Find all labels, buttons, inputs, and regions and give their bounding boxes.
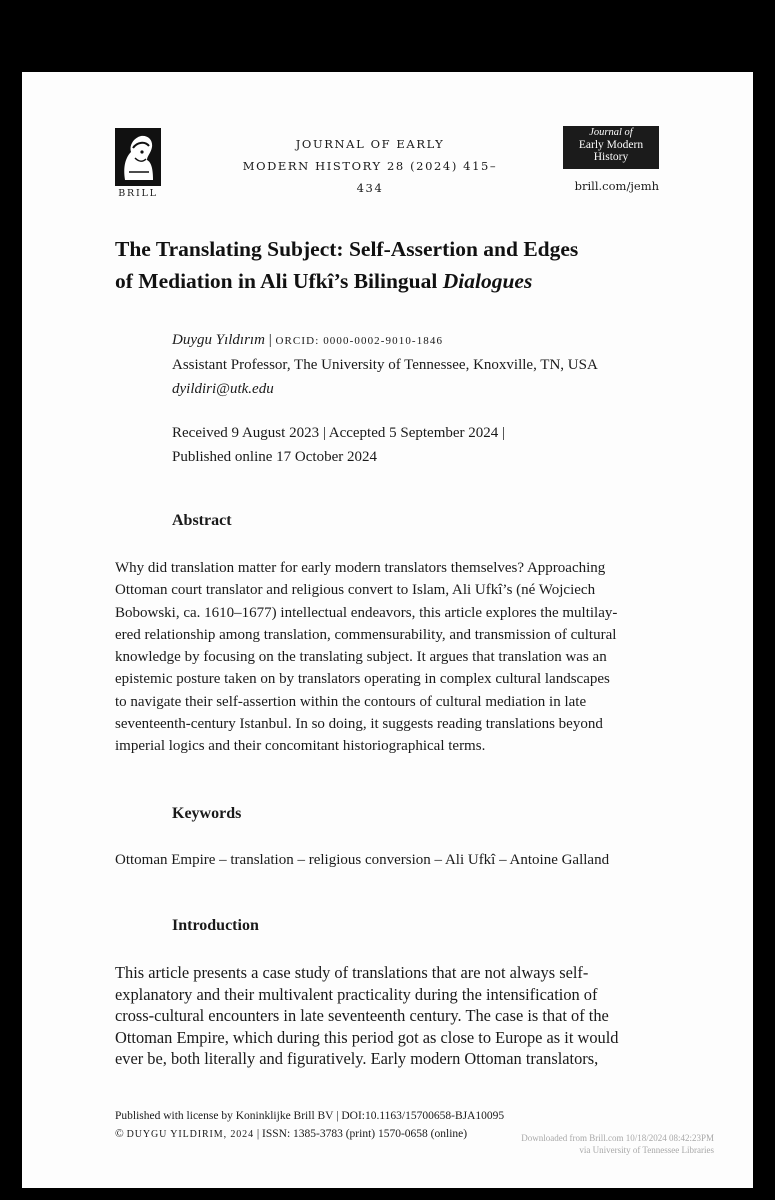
intro-line: Ottoman Empire, which during this period got as close to Europe as it would — [115, 1027, 619, 1047]
abstract-line: Bobowski, ca. 1610–1677) intellectual endeavors, this article explores the multilay- — [115, 604, 618, 621]
abstract-line: ered relationship among translation, commensurability, and transmission of cultural — [115, 626, 617, 643]
journal-line-2: MODERN HISTORY 28 (2024) 415–434 — [242, 159, 498, 195]
title-line-2 — [115, 265, 675, 297]
brill-logo — [115, 128, 161, 199]
introduction-body — [115, 962, 660, 1070]
author-block — [172, 328, 692, 401]
download-stamp — [484, 1132, 714, 1156]
issn-text: | ISSN: 1385-3783 (print) 1570-0658 (online) — [253, 1128, 468, 1140]
keywords-list: Ottoman Empire – translation – religious conversion – Ali Ufkî – Antoine Galland — [115, 852, 610, 868]
intro-line: explanatory and their multivalent practicality during the intensification of — [115, 984, 598, 1004]
intro-line: cross-cultural encounters in late seventeenth century. The case is that of the — [115, 1006, 609, 1026]
journal-citation — [230, 133, 510, 199]
publisher-name: BRILL — [118, 188, 158, 199]
title-line-2-text: of Mediation in Ali Ufkî’s Bilingual — [115, 269, 443, 293]
intro-line: ever be, both literally and figuratively. Early modern Ottoman translators, — [115, 1049, 599, 1069]
author-line: Duygu Yıldırım | ORCID: 0000-0002-9010-1846 — [172, 332, 444, 348]
download-line-2: via University of Tennessee Libraries — [579, 1145, 714, 1155]
abstract-line: knowledge by focusing on the translating subject. It argues that translation was an — [115, 649, 607, 666]
license-line-2: © DUYGU YILDIRIM, 2024 | ISSN: 1385-3783 (print) 1570-0658 (online) — [115, 1128, 468, 1140]
keywords-heading: Keywords — [172, 805, 242, 822]
journal-url[interactable]: brill.com/jemh — [574, 179, 659, 193]
journal-badge — [563, 126, 659, 169]
abstract-line: imperial logics and their concomitant historiographical terms. — [115, 738, 486, 755]
abstract-heading: Abstract — [172, 512, 232, 529]
journal-line-1: JOURNAL OF EARLY — [295, 137, 445, 151]
author-email[interactable]: dyildiri@utk.edu — [172, 381, 274, 397]
author-name: Duygu Yıldırım — [172, 332, 265, 348]
badge-line-1: Journal of — [589, 127, 633, 138]
abstract-line: to navigate their self-assertion within the contours of cultural mediation in late — [115, 693, 587, 710]
title-italic-word: Dialogues — [442, 269, 533, 293]
pdf-page — [22, 72, 753, 1188]
license-line-1: Published with license by Koninklijke Brill BV | DOI:10.1163/15700658-BJA10095 — [115, 1110, 505, 1122]
badge-line-2: Early Modern — [578, 139, 644, 151]
brill-emblem-icon — [115, 128, 161, 186]
orcid-label: ORCID — [275, 335, 316, 347]
introduction-heading: Introduction — [172, 917, 259, 934]
abstract-line: Why did translation matter for early modern translators themselves? Approaching — [115, 560, 606, 576]
copyright-holder: DUYGU YILDIRIM, 2024 — [126, 1129, 254, 1140]
author-affiliation: Assistant Professor, The University of Tennessee, Knoxville, TN, USA — [172, 357, 598, 373]
title-line-1: The Translating Subject: Self-Assertion and Edges — [115, 237, 579, 261]
dates-line-1: Received 9 August 2023 | Accepted 5 September 2024 | — [172, 425, 506, 441]
abstract-line: Ottoman court translator and religious convert to Islam, Ali Ufkî’s (né Wojciech — [115, 582, 596, 599]
abstract-line: seventeenth-century Istanbul. In so doing, it suggests reading translations beyond — [115, 716, 603, 733]
intro-line: This article presents a case study of translations that are not always self- — [115, 963, 589, 982]
badge-line-3: History — [593, 151, 629, 163]
orcid-id[interactable]: 0000-0002-9010-1846 — [323, 335, 444, 347]
publication-dates — [172, 421, 692, 469]
abstract-body — [115, 557, 660, 758]
abstract-line: epistemic posture taken on by translators operating in complex cultural landscapes — [115, 671, 610, 688]
download-line-1: Downloaded from Brill.com 10/18/2024 08:42:23PM — [521, 1133, 714, 1143]
dates-line-2: Published online 17 October 2024 — [172, 449, 377, 465]
article-title — [115, 233, 675, 297]
